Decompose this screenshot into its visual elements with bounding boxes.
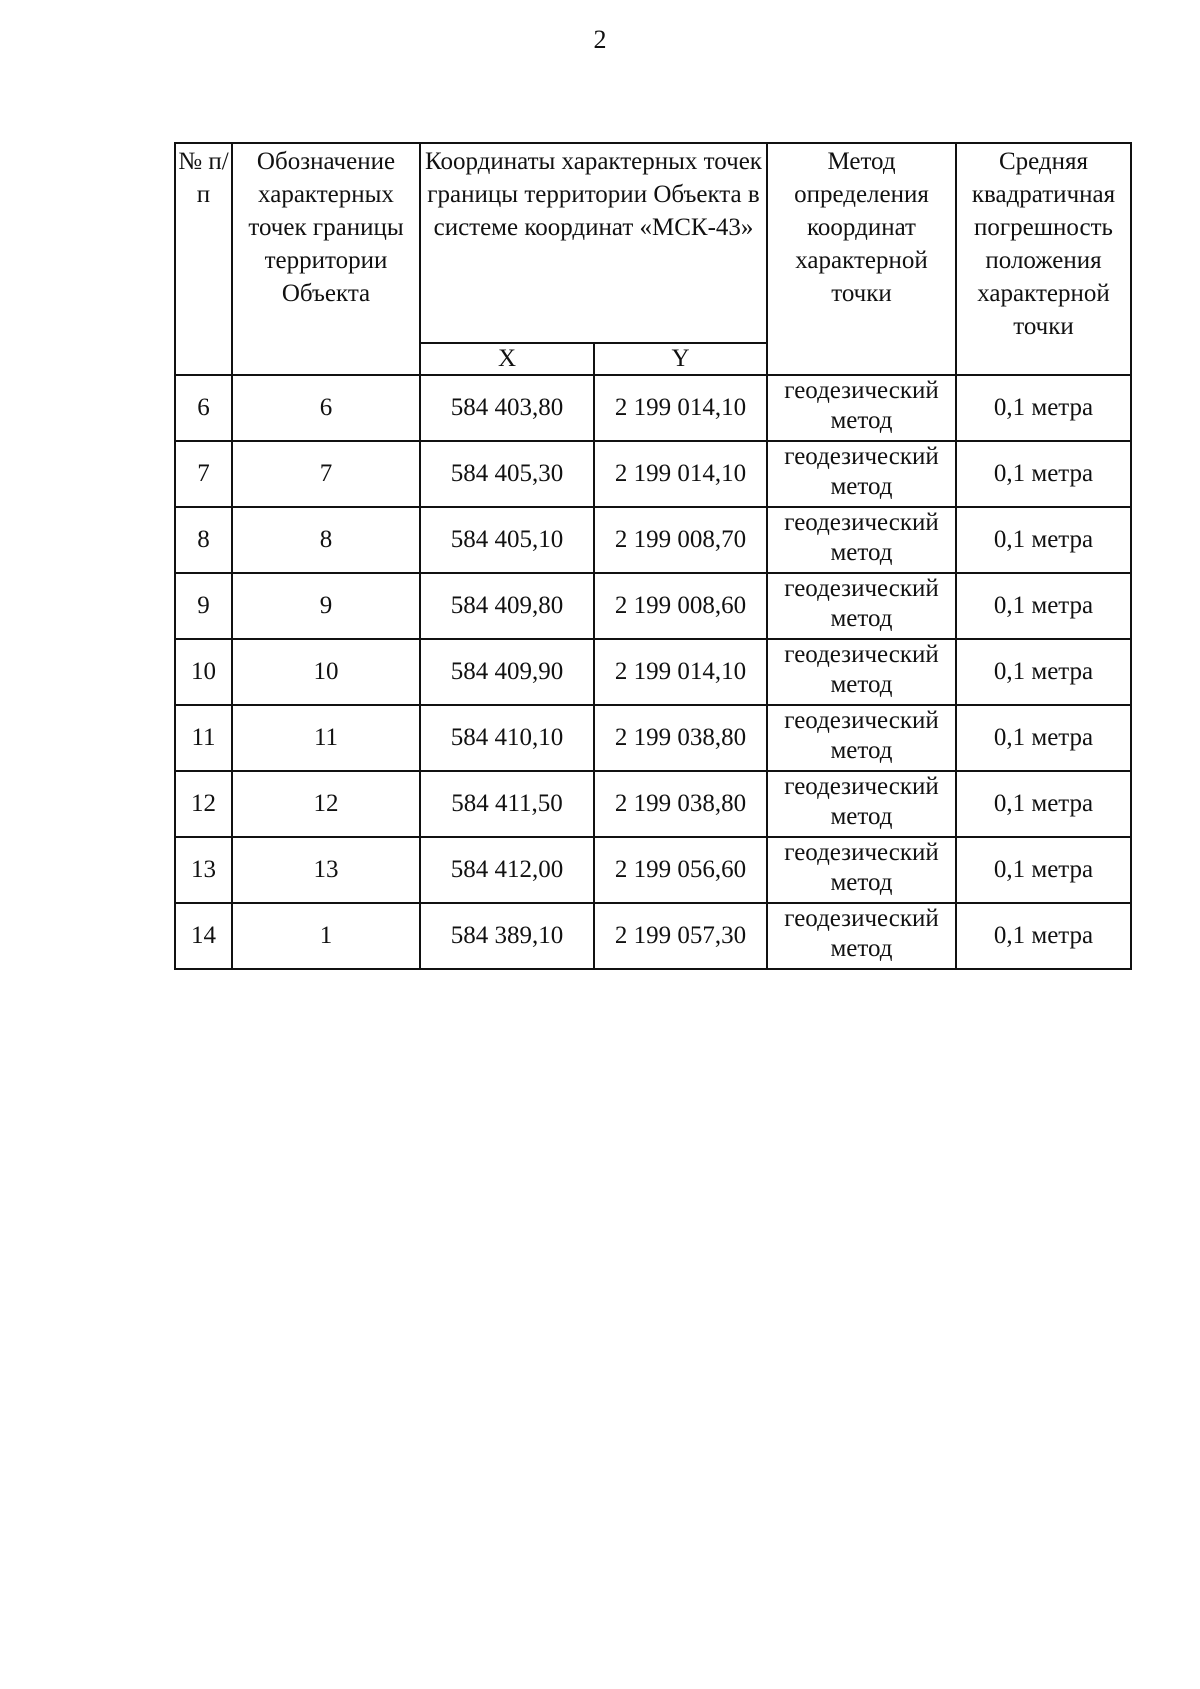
header-method: Метод определения координат характерной точки (767, 143, 956, 375)
cell-x: 584 389,10 (420, 903, 594, 969)
cell-y: 2 199 014,10 (594, 375, 767, 441)
header-coordinates: Координаты характерных точек границы территории Объекта в системе координат «МСК-43» (420, 143, 767, 343)
cell-point: 12 (232, 771, 420, 837)
cell-x: 584 403,80 (420, 375, 594, 441)
table-row (175, 837, 1131, 903)
cell-y: 2 199 038,80 (594, 771, 767, 837)
table-row (175, 639, 1131, 705)
cell-error: 0,1 метра (956, 705, 1131, 771)
cell-y: 2 199 038,80 (594, 705, 767, 771)
cell-num: 9 (175, 573, 232, 639)
cell-error: 0,1 метра (956, 903, 1131, 969)
header-y: Y (594, 343, 767, 375)
cell-point: 10 (232, 639, 420, 705)
cell-num: 13 (175, 837, 232, 903)
header-x: X (420, 343, 594, 375)
header-num: № п/п (175, 143, 232, 375)
cell-x: 584 412,00 (420, 837, 594, 903)
cell-x: 584 409,80 (420, 573, 594, 639)
cell-method: геодезический метод (767, 507, 956, 573)
cell-point: 13 (232, 837, 420, 903)
cell-num: 14 (175, 903, 232, 969)
cell-error: 0,1 метра (956, 639, 1131, 705)
cell-y: 2 199 014,10 (594, 639, 767, 705)
cell-point: 6 (232, 375, 420, 441)
cell-x: 584 405,30 (420, 441, 594, 507)
cell-method: геодезический метод (767, 639, 956, 705)
cell-error: 0,1 метра (956, 375, 1131, 441)
cell-method: геодезический метод (767, 837, 956, 903)
cell-y: 2 199 008,70 (594, 507, 767, 573)
cell-error: 0,1 метра (956, 507, 1131, 573)
cell-y: 2 199 008,60 (594, 573, 767, 639)
page-number: 2 (593, 25, 607, 54)
table-row (175, 441, 1131, 507)
cell-error: 0,1 метра (956, 441, 1131, 507)
header-designation: Обозначение характерных точек границы территории Объекта (232, 143, 420, 375)
cell-x: 584 410,10 (420, 705, 594, 771)
cell-method: геодезический метод (767, 903, 956, 969)
table-body (175, 375, 1131, 969)
header-error: Средняя квадратичная погрешность положения характерной точки (956, 143, 1131, 375)
cell-num: 8 (175, 507, 232, 573)
cell-x: 584 409,90 (420, 639, 594, 705)
table-row (175, 375, 1131, 441)
cell-num: 7 (175, 441, 232, 507)
cell-method: геодезический метод (767, 375, 956, 441)
cell-num: 11 (175, 705, 232, 771)
cell-num: 6 (175, 375, 232, 441)
cell-error: 0,1 метра (956, 837, 1131, 903)
table-row (175, 903, 1131, 969)
cell-method: геодезический метод (767, 441, 956, 507)
cell-num: 12 (175, 771, 232, 837)
coordinates-table (174, 142, 1132, 970)
cell-point: 9 (232, 573, 420, 639)
cell-method: геодезический метод (767, 705, 956, 771)
cell-num: 10 (175, 639, 232, 705)
table-row (175, 507, 1131, 573)
cell-method: геодезический метод (767, 573, 956, 639)
cell-y: 2 199 014,10 (594, 441, 767, 507)
table-row (175, 705, 1131, 771)
cell-error: 0,1 метра (956, 573, 1131, 639)
cell-y: 2 199 056,60 (594, 837, 767, 903)
table-row (175, 573, 1131, 639)
table-row (175, 771, 1131, 837)
cell-point: 11 (232, 705, 420, 771)
cell-y: 2 199 057,30 (594, 903, 767, 969)
cell-x: 584 411,50 (420, 771, 594, 837)
cell-point: 8 (232, 507, 420, 573)
cell-point: 7 (232, 441, 420, 507)
cell-x: 584 405,10 (420, 507, 594, 573)
cell-point: 1 (232, 903, 420, 969)
cell-method: геодезический метод (767, 771, 956, 837)
cell-error: 0,1 метра (956, 771, 1131, 837)
